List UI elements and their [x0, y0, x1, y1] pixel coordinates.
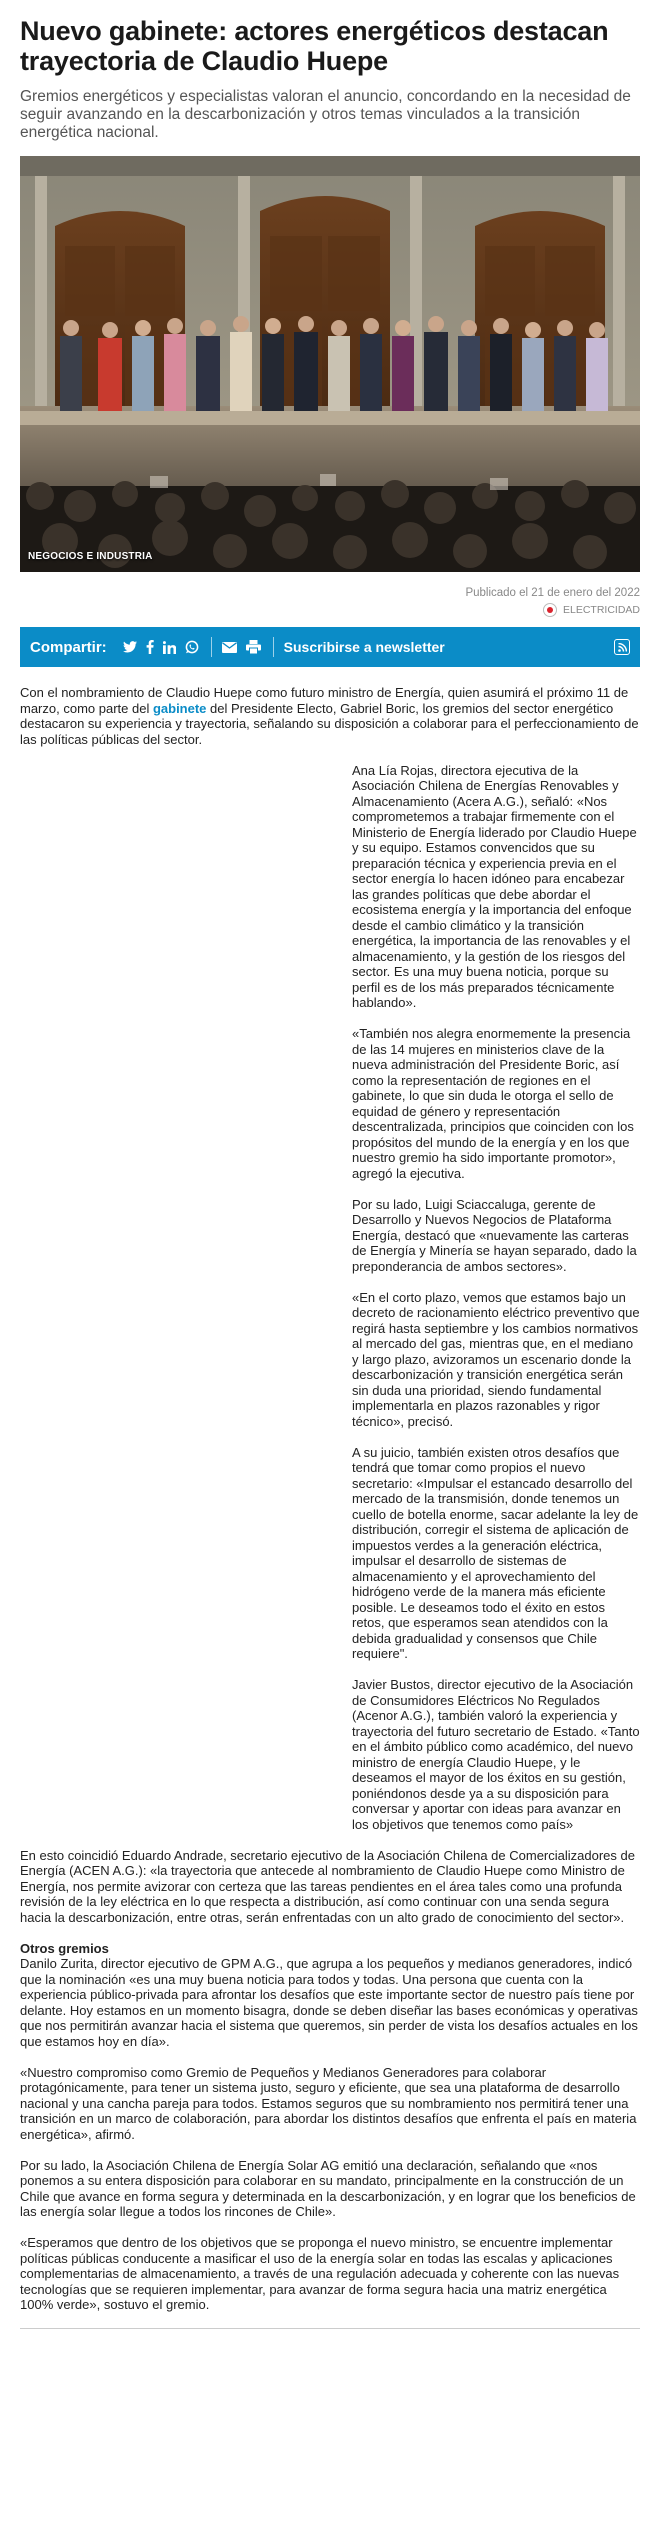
paragraph — [20, 685, 640, 747]
section-heading: Otros gremios — [20, 1940, 109, 1956]
paragraph: «También nos alegra enormemente la presencia de las 14 mujeres en ministerios clave de la nueva administración del Presidente Boric, así como la representación de regiones en el gabinete, lo que sin duda le otorga el sello de equidad de género y representación descentralizada, principios que coinciden con los propósitos del mundo de la energía y en los que nuestro gremio ha sido importante promotor», agregó la ejecutiva. — [352, 1026, 634, 1181]
newsletter-link[interactable]: Suscribirse a newsletter — [283, 639, 445, 655]
paragraph-text: Con el nombramiento de Claudio Huepe como futuro ministro de Energía, quien asumirá el próximo 11 de marzo, como parte del — [20, 685, 629, 716]
category-label[interactable]: ELECTRICIDAD — [562, 604, 640, 616]
whatsapp-icon[interactable] — [185, 640, 199, 654]
paragraph: Por su lado, Luigi Sciaccaluga, gerente de Desarrollo y Nuevos Negocios de Plataforma Energía, destacó que «nuevamente las carteras de Energía y Minería se hayan separado, dado la preponderancia de ambos sectores». — [352, 1196, 637, 1274]
article-lead: Gremios energéticos y especialistas valoran el anuncio, concordando en la necesidad de seguir avanzando en la descarbonización y otros temas vinculados a la transición energética nacional. — [20, 88, 631, 141]
article-title: Nuevo gabinete: actores energéticos destacan trayectoria de Claudio Huepe — [20, 16, 609, 76]
rss-icon[interactable] — [614, 639, 630, 655]
paragraph: «En el corto plazo, vemos que estamos bajo un decreto de racionamiento eléctrico preventivo que regirá hasta septiembre y los cambios normativos al mercado del gas, mientras que, en el mediano y largo plazo, avizoramos un escenario donde la descarbonización y transición energética serán sin duda una prioridad, siendo fundamental implementarla en plazos razonables y rigor técnico», precisó. — [352, 1289, 640, 1429]
image-section-tag: NEGOCIOS E INDUSTRIA — [28, 551, 153, 562]
paragraph: Javier Bustos, director ejecutivo de la Asociación de Consumidores Eléctricos No Regulados (Acenor A.G.), también valoró la experiencia y trayectoria del futuro secretario de Estado. «Tanto en el ámbito público como académico, del nuevo ministro de energía Claudio Huepe, y le deseamos el mayor de los éxitos en su gestión, poniéndonos desde ya a su disposición para conversar y aportar con ideas para avanzar en los objetivos que tenemos como país» — [352, 1677, 640, 1832]
paragraph: «Nuestro compromiso como Gremio de Pequeños y Medianos Generadores para colaborar protagónicamente, para tener un sistema justo, seguro y eficiente, que sea una plataforma de desarrollo nacional y una cancha pareja para todos. Estamos seguros que su nombramiento nos permitirá tener una transición en un marco de colaboración, para abordar los distintos desafíos que enfrenta el país en materia energética», afirmó. — [20, 2064, 637, 2142]
facebook-icon[interactable] — [146, 640, 154, 654]
bottom-divider — [20, 2328, 640, 2329]
share-divider — [211, 637, 212, 657]
paragraph: «Esperamos que dentro de los objetivos que se proponga el nuevo ministro, se encuentre implementar políticas públicas conducente a masificar el uso de la energía solar en todas las escalas y aplicaciones complementarias de almacenamiento, a través de una regulación adecuada y coherente con las nuevas tecnologías que se requieren implementar, para avanzar de forma segura hacia una matriz energética 100% verde», sostuvo el gremio. — [20, 2235, 620, 2312]
share-label: Compartir: — [30, 638, 107, 656]
paragraph: Ana Lía Rojas, directora ejecutiva de la Asociación Chilena de Energías Renovables y Almacenamiento (Acera A.G.), señaló: «Nos comprometemos a trabajar firmemente con el Ministerio de Energía liderado por Claudio Huepe y su equipo. Estamos convencidos que su preparación técnica y experiencia previa en el sector energía lo hacen idóneo para encabezar las grandes políticas que debe abordar el ecosistema energía y la importancia del enfoque desde el cambio climático y la transición energética, la importancia de las renovables y el almacenamiento, y la gestión de los riesgos del sector. Es una muy buena noticia, porque su perfil es de los más preparados técnicamente hablando». — [352, 762, 637, 1010]
paragraph: Danilo Zurita, director ejecutivo de GPM A.G., que agrupa a los pequeños y medianos generadores, indicó que la nominación «es una muy buena noticia para todos y todas. Una persona que cuenta con la experiencia público-privada para afrontar los desafíos que este importante sector de nuestro país tiene por delante. Hoy estamos en un momento bisagra, donde se deben diseñar las bases económicas y operativas que nos permitirán avanzar hacia el sistema que queremos, sin perder de vista los desafíos actuales en los que estamos hoy en día». — [20, 1956, 638, 2049]
paragraph: Por su lado, la Asociación Chilena de Energía Solar AG emitió una declaración, señalando que «nos ponemos a su entera disposición para colaborar en su mandato, principalmente en la construcción de un Chile que avance en forma segura y determinada en la descarbonización, y en lograr que los beneficios de las energía solar llegue a todos los rincones de Chile». — [20, 2157, 636, 2219]
linkedin-icon[interactable] — [163, 641, 176, 654]
paragraph: En esto coincidió Eduardo Andrade, secretario ejecutivo de la Asociación Chilena de Comercializadores de Energía (ACEN A.G.): «la trayectoria que antecede al nombramiento de Claudio Huepe como Ministro de Energía, nos permite avizorar con certeza que las tareas pendientes en el área tales como una profunda revisión de la ley eléctrica en lo que respecta a distribución, así como continuar con una senda segura hacia la descarbonización, entre otras, serán enfrentadas con un alto grado de conocimiento del sector». — [20, 1847, 635, 1925]
publish-date: Publicado el 21 de enero del 2022 — [465, 587, 640, 599]
share-divider — [273, 637, 274, 657]
article-columns — [20, 763, 640, 1662]
gabinete-link[interactable]: gabinete — [152, 700, 207, 716]
paragraph-text: del Presidente Electo, Gabriel Boric, los gremios del sector energético destacaron su experiencia y trayectoria, señalando su disposición a colaborar para el perfeccionamiento de las políticas públicas del sector. — [20, 700, 639, 747]
paragraph: A su juicio, también existen otros desafíos que tendrá que tomar como propios el nuevo secretario: «Impulsar el estancado desarrollo del mercado de la transmisión, donde tenemos un cuello de botella enorme, sacar adelante la ley de distribución, corregir el sistema de aplicación de impuestos verdes a la generación eléctrica, impulsar el desarrollo de sistemas de almacenamiento y el aprovechamiento del hidrógeno verde de la manera más eficiente posible. Le deseamos todo el éxito en estos retos, que esperamos sean atendidos con la debida gradualidad y consensos que Chile requiere". — [352, 1444, 639, 1661]
category-icon — [543, 603, 557, 617]
category-row[interactable] — [20, 603, 640, 617]
article-body — [20, 685, 640, 2313]
article-hero-image — [20, 156, 640, 572]
print-icon[interactable] — [246, 640, 261, 654]
email-icon[interactable] — [222, 642, 237, 653]
share-bar — [20, 627, 640, 667]
twitter-icon[interactable] — [123, 641, 137, 653]
group-photo — [20, 156, 640, 572]
